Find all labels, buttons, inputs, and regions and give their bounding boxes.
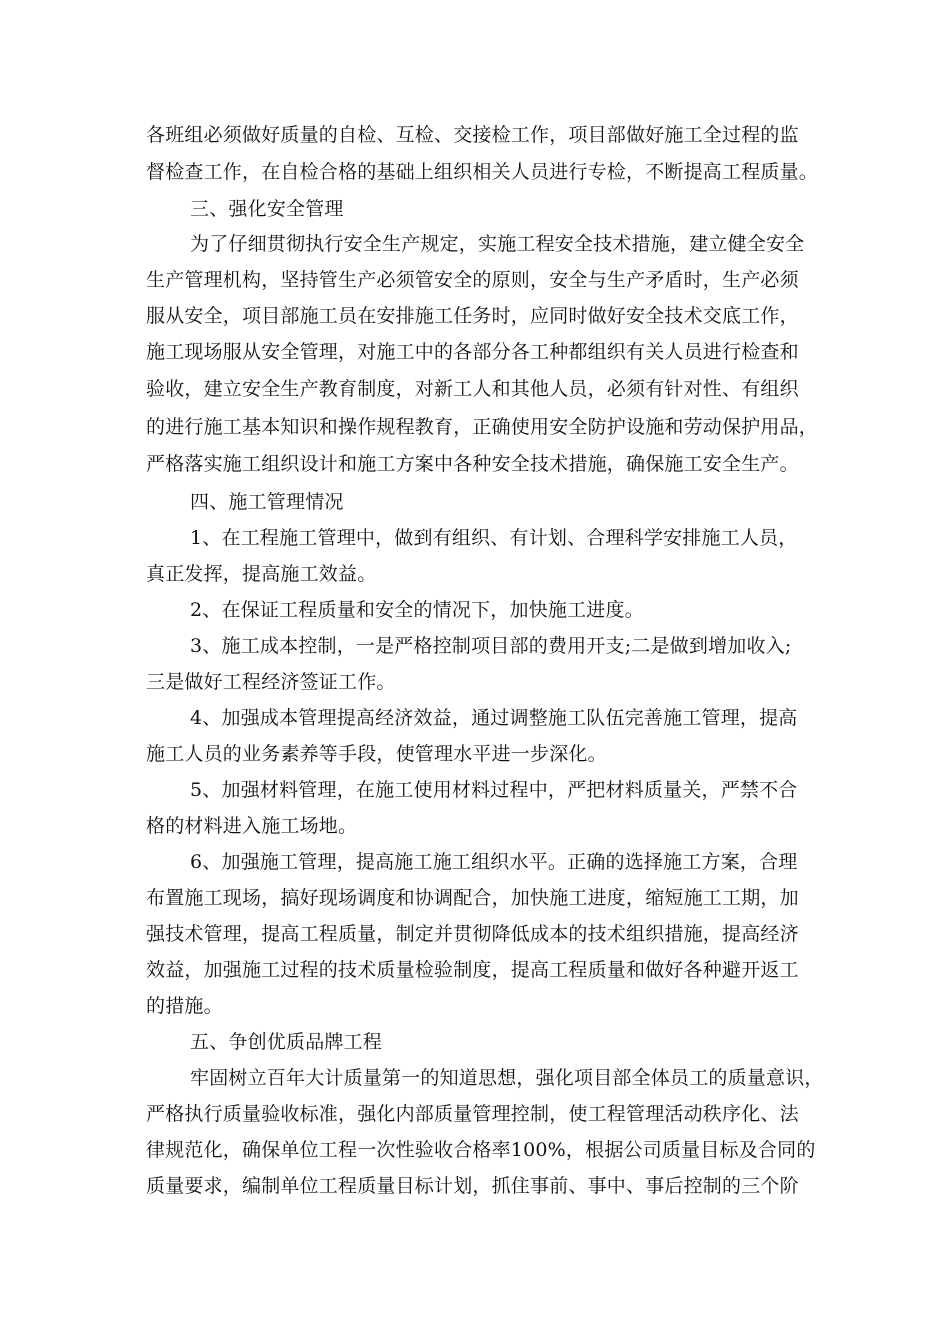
text-line: 生产管理机构，坚持管生产必须管安全的原则，安全与生产矛盾时，生产必须 [146, 269, 799, 291]
text-line: 各班组必须做好质量的自检、互检、交接检工作，项目部做好施工全过程的监 [146, 124, 799, 146]
section-heading: 三、强化安全管理 [190, 198, 344, 220]
text-line: 布置施工现场，搞好现场调度和协调配合，加快施工进度，缩短施工工期，加 [146, 887, 799, 909]
text-line: 的进行施工基本知识和操作规程教育，正确使用安全防护设施和劳动保护用品， [146, 416, 819, 438]
text-line: 服从安全，项目部施工员在安排施工任务时，应同时做好安全技术交底工作， [146, 305, 799, 327]
text-line: 严格落实施工组织设计和施工方案中各种安全技术措施，确保施工安全生产。 [146, 453, 799, 475]
text-line: 施工人员的业务素养等手段，使管理水平进一步深化。 [146, 743, 607, 765]
text-line: 督检查工作，在自检合格的基础上组织相关人员进行专检，不断提高工程质量。 [146, 161, 819, 183]
text-line: 5、加强材料管理，在施工使用材料过程中，严把材料质量关，严禁不合 [190, 779, 798, 801]
text-line: 的措施。 [146, 995, 223, 1017]
text-line: 严格执行质量验收标准，强化内部质量管理控制，使工程管理活动秩序化、法 [146, 1103, 799, 1125]
text-line: 验收，建立安全生产教育制度，对新工人和其他人员，必须有针对性、有组织 [146, 378, 799, 400]
text-line: 3、施工成本控制，一是严格控制项目部的费用开支;二是做到增加收入; [190, 635, 792, 657]
text-line: 质量要求，编制单位工程质量目标计划，抓住事前、事中、事后控制的三个阶 [146, 1175, 799, 1197]
text-line: 6、加强施工管理，提高施工施工组织水平。正确的选择施工方案，合理 [190, 851, 798, 873]
text-line: 2、在保证工程质量和安全的情况下，加快施工进度。 [190, 599, 644, 621]
text-line: 效益，加强施工过程的技术质量检验制度，提高工程质量和做好各种避开返工 [146, 959, 799, 981]
text-line: 强技术管理，提高工程质量，制定并贯彻降低成本的技术组织措施，提高经济 [146, 923, 799, 945]
text-line: 为了仔细贯彻执行安全生产规定，实施工程安全技术措施，建立健全安全 [190, 233, 805, 255]
section-heading: 五、争创优质品牌工程 [190, 1031, 383, 1053]
section-heading: 四、施工管理情况 [190, 491, 344, 513]
text-line: 牢固树立百年大计质量第一的知道思想，强化项目部全体员工的质量意识， [190, 1067, 824, 1089]
text-line: 三是做好工程经济签证工作。 [146, 671, 396, 693]
text-line: 格的材料进入施工场地。 [146, 815, 358, 837]
text-line: 施工现场服从安全管理，对施工中的各部分各工种都组织有关人员进行检查和 [146, 341, 799, 363]
text-line: 4、加强成本管理提高经济效益，通过调整施工队伍完善施工管理，提高 [190, 707, 798, 729]
text-line: 真正发挥，提高施工效益。 [146, 563, 377, 585]
text-line: 律规范化，确保单位工程一次性验收合格率100%，根据公司质量目标及合同的 [146, 1139, 816, 1161]
text-line: 1、在工程施工管理中，做到有组织、有计划、合理科学安排施工人员， [190, 527, 798, 549]
